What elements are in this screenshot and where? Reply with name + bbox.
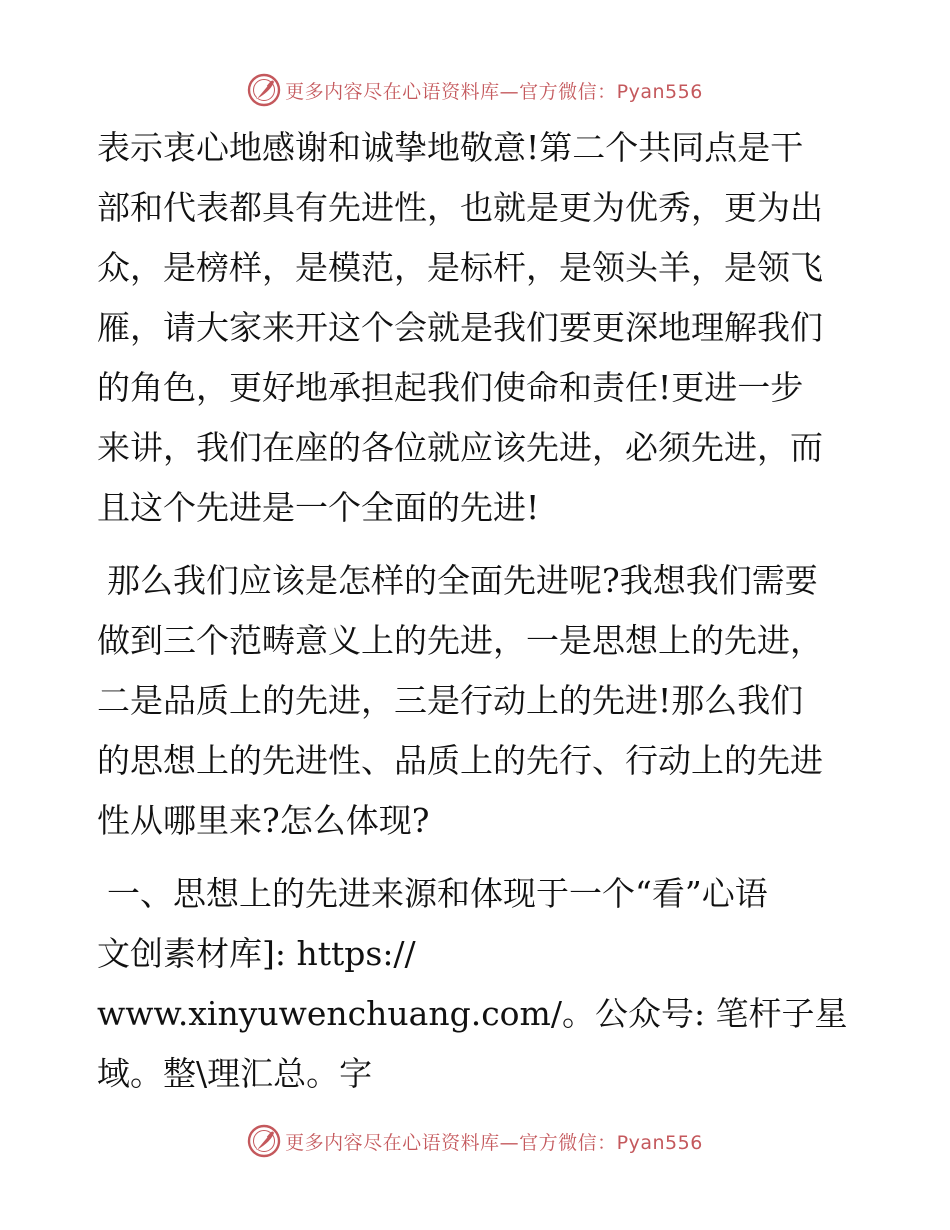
- quill-logo-icon: [247, 73, 281, 107]
- paragraph-3: [97, 864, 857, 1104]
- text-line: 二是品质上的先进，三是行动上的先进!那么我们: [97, 681, 804, 720]
- watermark-text: 更多内容尽在心语资料库—官方微信：Pyan556: [285, 80, 703, 103]
- text-line: 文创素材库]: https://: [97, 934, 416, 973]
- text-line: 表示衷心地感谢和诚挚地敬意!第二个共同点是干: [97, 128, 804, 167]
- watermark-text: 更多内容尽在心语资料库—官方微信：Pyan556: [285, 1131, 703, 1154]
- text-line: 做到三个范畴意义上的先进，一是思想上的先进，: [97, 621, 823, 660]
- text-line: 性从哪里来?怎么体现?: [97, 801, 430, 840]
- document-body: [97, 118, 857, 1104]
- text-line: 的角色，更好地承担起我们使命和责任!更进一步: [97, 368, 804, 407]
- quill-logo-icon: [247, 1124, 281, 1158]
- text-line: 来讲，我们在座的各位就应该先进，必须先进，而: [97, 428, 823, 467]
- header-watermark: [0, 70, 950, 110]
- text-line: 部和代表都具有先进性，也就是更为优秀，更为出: [97, 188, 823, 227]
- footer-watermark: [0, 1121, 950, 1161]
- text-line: 那么我们应该是怎样的全面先进呢?我想我们需要: [107, 561, 818, 600]
- text-line: www.xinyuwenchuang.com/。公众号: 笔杆子星: [97, 994, 848, 1033]
- text-line: 众，是榜样，是模范，是标杆，是领头羊，是领飞: [97, 248, 823, 287]
- paragraph-1: [97, 118, 857, 538]
- text-line: 且这个先进是一个全面的先进!: [97, 488, 540, 527]
- text-line: 雁，请大家来开这个会就是我们要更深地理解我们: [97, 308, 823, 347]
- text-line: 的思想上的先进性、品质上的先行、行动上的先进: [97, 741, 823, 780]
- text-line: 一、思想上的先进来源和体现于一个“看”心语: [107, 874, 768, 913]
- text-line: 域。整\理汇总。字: [97, 1054, 373, 1093]
- paragraph-2: [97, 551, 857, 851]
